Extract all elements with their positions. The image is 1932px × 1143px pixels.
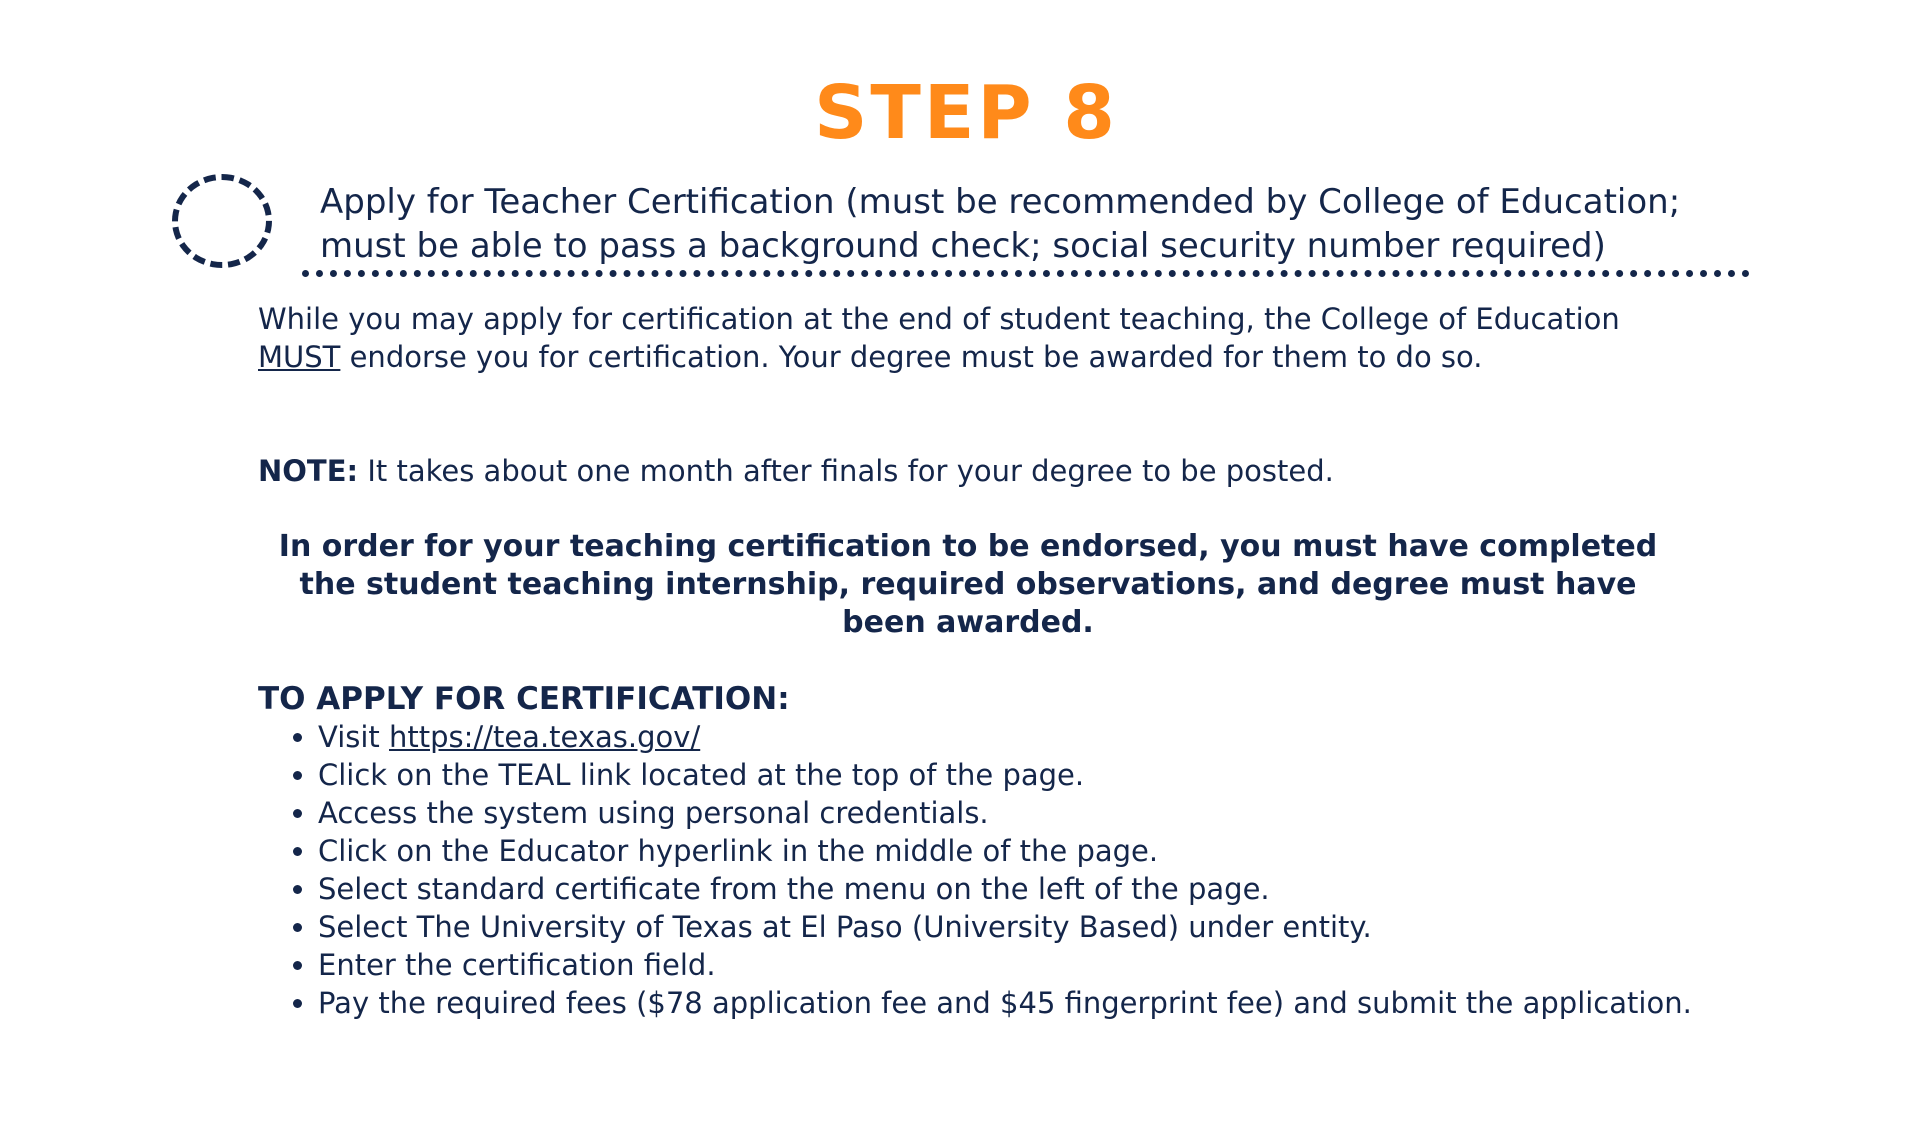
- requirement-statement: In order for your teaching certification to be endorsed, you must have completed the student teaching internship, required observations, and degree must have been awarded.: [278, 529, 1658, 640]
- intro-emphasis: MUST: [258, 340, 341, 374]
- note-label: NOTE:: [258, 454, 359, 488]
- list-item: • Access the system using personal credentials.: [318, 794, 1758, 832]
- task-description: Apply for Teacher Certification (must be recommended by College of Education; must be able to pass a background check; social security number required): [320, 182, 1681, 266]
- task-checkbox[interactable]: [172, 174, 272, 268]
- list-item: • Enter the certification field.: [318, 946, 1758, 984]
- step-title: STEP 8: [814, 70, 1118, 156]
- apply-steps-list: [258, 718, 1758, 1022]
- apply-heading: TO APPLY FOR CERTIFICATION:: [258, 681, 790, 717]
- list-item: • Click on the Educator hyperlink in the middle of the page.: [318, 832, 1758, 870]
- list-item: • Select standard certificate from the menu on the left of the page.: [318, 870, 1758, 908]
- tea-website-link[interactable]: https://tea.texas.gov/: [389, 720, 701, 754]
- list-item: • Pay the required fees ($78 application fee and $45 fingerprint fee) and submit the application.: [318, 984, 1758, 1022]
- visit-prefix: Visit: [318, 720, 390, 754]
- intro-text-after: endorse you for certification. Your degree must be awarded for them to do so.: [340, 340, 1483, 374]
- note-text: It takes about one month after finals for your degree to be posted.: [358, 454, 1334, 488]
- dotted-divider: [302, 270, 1750, 277]
- note-paragraph: [258, 452, 1678, 490]
- intro-paragraph: [258, 300, 1678, 376]
- list-item: • Select The University of Texas at El Paso (University Based) under entity.: [318, 908, 1758, 946]
- list-item: • Click on the TEAL link located at the top of the page.: [318, 756, 1758, 794]
- list-item: [318, 718, 1758, 756]
- intro-text-before: While you may apply for certification at the end of student teaching, the College of Education: [258, 302, 1620, 336]
